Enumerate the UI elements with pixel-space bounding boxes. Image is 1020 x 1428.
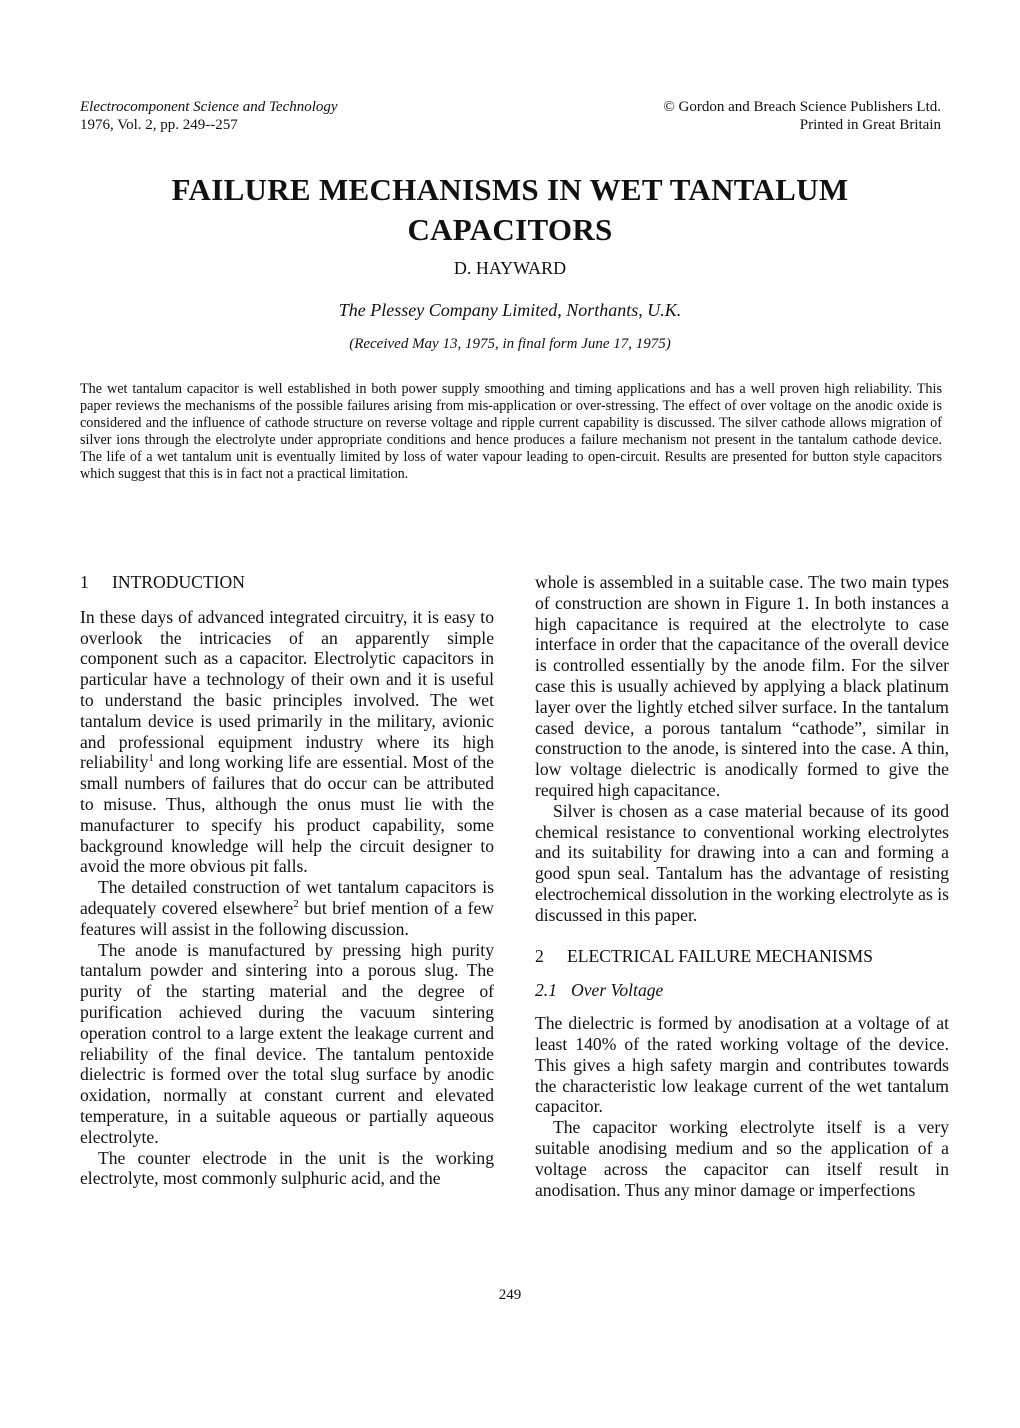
author-name: D. HAYWARD bbox=[453, 258, 567, 278]
section-2-title: ELECTRICAL FAILURE MECHANISMS bbox=[567, 945, 873, 966]
publisher-header bbox=[663, 98, 941, 134]
intro-paragraph-4: The counter electrode in the unit is the working electrolyte, most commonly sulphuric acid, and the bbox=[80, 1147, 494, 1189]
over-voltage-paragraph-2: The capacitor working electrolyte itself is a very suitable anodising medium and so the application of a voltage across the capacitor can itself result in anodisation. Thus any minor damage or imperfections bbox=[535, 1117, 949, 1200]
left-column bbox=[80, 572, 494, 1189]
section-2-number: 2 bbox=[535, 945, 544, 966]
journal-header bbox=[80, 98, 338, 134]
title-line-1: FAILURE MECHANISMS IN WET TANTALUM bbox=[171, 172, 849, 207]
intro-p1-text-b: and long working life are essential. Most of the small numbers of failures that do occur can be attributed to misuse. Thus, although the onus must lie with the manufacturer to specify his product capability, some background knowledge will help the circuit designer to avoid the more obvious pit falls. bbox=[80, 752, 494, 877]
journal-volume: 1976, Vol. 2, pp. 249--257 bbox=[80, 117, 238, 133]
subsection-2-1-heading bbox=[535, 980, 949, 1001]
section-1-title: INTRODUCTION bbox=[112, 572, 245, 592]
section-1-heading bbox=[80, 572, 494, 593]
title-line-2: CAPACITORS bbox=[407, 212, 613, 247]
copyright-line: © Gordon and Breach Science Publishers Ltd. bbox=[663, 99, 941, 115]
received-dates: (Received May 13, 1975, in final form June 17, 1975) bbox=[349, 336, 671, 352]
page-number: 249 bbox=[498, 1287, 522, 1303]
intro-paragraph-2 bbox=[80, 877, 494, 939]
intro-paragraph-1 bbox=[80, 607, 494, 877]
silver-paragraph: Silver is chosen as a case material because of its good chemical resistance to conventional working electrolytes and its suitability for drawing into a can and forming a good spun seal. Tantalum has the advantage of resisting electrochemical dissolution in the working electrolyte as is discussed in this paper. bbox=[535, 800, 949, 925]
abstract: The wet tantalum capacitor is well established in both power supply smoothing and timing applications and has a well proven high reliability. This paper reviews the mechanisms of the possible failures arising from mis-application or over-stressing. The effect of over voltage on the anodic oxide is considered and the influence of cathode structure on reverse voltage and ripple current capability is discussed. The silver cathode allows migration of silver ions through the electrolyte under appropriate conditions and hence produces a failure mechanism not present in the tantalum cathode device. The life of a wet tantalum unit is eventually limited by loss of water vapour leading to open-circuit. Results are presented for button style capacitors which suggest that this is in fact not a practical limitation. bbox=[80, 381, 942, 483]
intro-p2-text-a: The detailed construction of wet tantalum capacitors is adequately covered elsewhere bbox=[80, 877, 494, 918]
intro-p2-text-b: but brief mention of a few features will assist in the following discussion. bbox=[80, 897, 494, 939]
paper-title bbox=[0, 170, 1020, 250]
printed-line: Printed in Great Britain bbox=[799, 117, 941, 133]
journal-name: Electrocomponent Science and Technology bbox=[80, 99, 338, 115]
construction-paragraph: whole is assembled in a suitable case. The two main types of construction are shown in Figure 1. In both instances a high capacitance is required at the electrolyte to case interface in order that the capacitance of the overall device is controlled essentially by the anode film. For the silver case this is usually achieved by applying a black platinum layer over the lightly etched silver surface. In the tantalum cased device, a porous tantalum “cathode”, similar in construction to the anode, is sintered into the case. A thin, low voltage dielectric is anodically formed to give the required high capacitance. bbox=[535, 572, 949, 800]
right-column bbox=[535, 572, 949, 1200]
author-affiliation: The Plessey Company Limited, Northants, U.K. bbox=[338, 300, 682, 320]
reference-2: 2 bbox=[293, 898, 299, 911]
intro-paragraph-3: The anode is manufactured by pressing high purity tantalum powder and sintering into a porous slug. The purity of the starting material and the degree of purification achieved during the vacuum sintering operation control to a large extent the leakage current and reliability of the final device. The tantalum pentoxide dielectric is formed over the total slug surface by anodic oxidation, normally at constant current and elevated temperature, in a suitable aqueous or partially aqueous electrolyte. bbox=[80, 939, 494, 1147]
intro-p1-text-a: In these days of advanced integrated circuitry, it is easy to overlook the intricacies of an apparently simple component such as a capacitor. Electrolytic capacitors in particular have a technology of their own and it is useful to understand the basic principles involved. The wet tantalum device is used primarily in the military, avionic and professional equipment industry where its high reliability bbox=[80, 606, 494, 773]
subsection-2-1-number: 2.1 bbox=[535, 980, 557, 1001]
section-1-number: 1 bbox=[80, 572, 89, 592]
reference-1: 1 bbox=[148, 752, 154, 765]
section-2-heading bbox=[535, 946, 949, 967]
subsection-2-1-title: Over Voltage bbox=[571, 980, 664, 1001]
over-voltage-paragraph-1: The dielectric is formed by anodisation at a voltage of at least 140% of the rated working voltage of the device. This gives a high safety margin and contributes towards the characteristic low leakage current of the wet tantalum capacitor. bbox=[535, 1013, 949, 1117]
